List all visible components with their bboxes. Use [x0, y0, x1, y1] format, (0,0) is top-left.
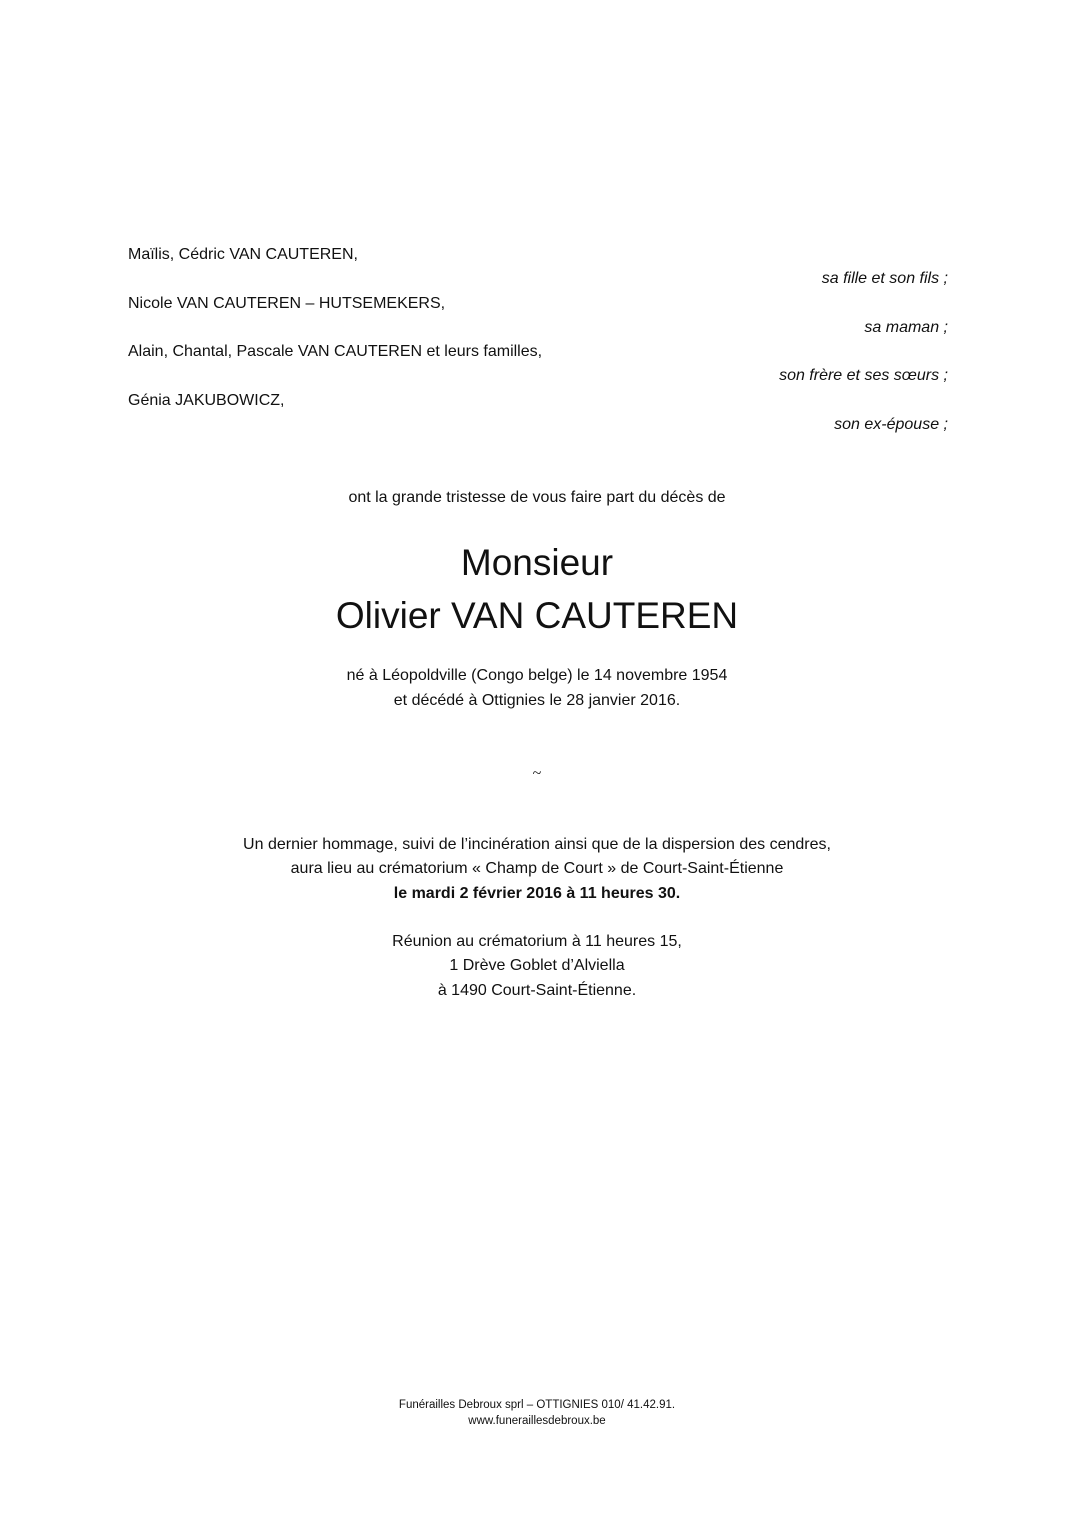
deceased-name: Olivier VAN CAUTEREN: [335, 595, 739, 636]
meeting-line: Réunion au crématorium à 11 heures 15,: [392, 933, 682, 950]
ceremony-date: le mardi 2 février 2016 à 11 heures 30.: [393, 884, 681, 902]
family-member-relation: sa fille et son fils ;: [821, 270, 948, 288]
deceased-honorific: Monsieur: [460, 542, 614, 583]
family-member-name: Maïlis, Cédric VAN CAUTEREN,: [128, 246, 358, 263]
funeral-website: www.funeraillesdebroux.be: [468, 1415, 606, 1427]
announcement-intro: ont la grande tristesse de vous faire part du décès de: [348, 489, 726, 506]
ceremony-details: [0, 833, 1074, 906]
meeting-city: à 1490 Court-Saint-Étienne.: [437, 981, 637, 999]
funeral-company: Funérailles Debroux sprl – OTTIGNIES 010/ 41.42.91.: [398, 1399, 676, 1411]
family-member-name: Génia JAKUBOWICZ,: [128, 391, 285, 409]
family-member-name: Alain, Chantal, Pascale VAN CAUTEREN et leurs familles,: [128, 343, 543, 361]
footer: [0, 1397, 1074, 1429]
meeting-details: [0, 930, 1074, 1003]
separator: ~: [532, 765, 542, 782]
family-member-relation: sa maman ;: [864, 318, 948, 336]
ceremony-line: aura lieu au crématorium « Champ de Court » de Court-Saint-Étienne: [290, 860, 784, 878]
life-dates: [0, 664, 1074, 713]
family-member-relation: son frère et ses sœurs ;: [779, 367, 948, 385]
birth-line: né à Léopoldville (Congo belge) le 14 novembre 1954: [346, 667, 728, 684]
family-list: [128, 243, 948, 437]
ceremony-line: Un dernier hommage, suivi de l’incinération ainsi que de la dispersion des cendres,: [243, 836, 831, 853]
family-member-relation: son ex-épouse ;: [834, 416, 948, 434]
family-member-name: Nicole VAN CAUTEREN – HUTSEMEKERS,: [128, 294, 446, 312]
death-line: et décédé à Ottignies le 28 janvier 2016.: [393, 691, 681, 709]
meeting-address: 1 Drève Goblet d’Alviella: [449, 957, 625, 975]
